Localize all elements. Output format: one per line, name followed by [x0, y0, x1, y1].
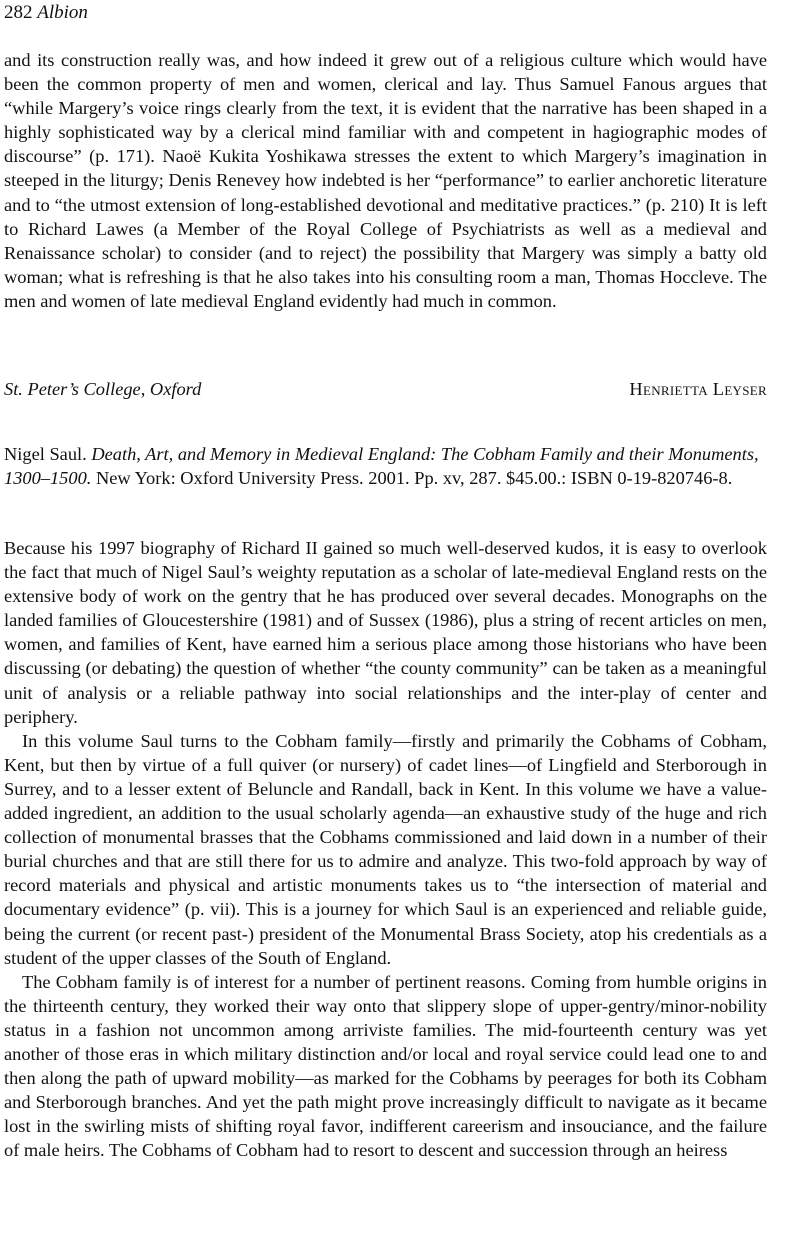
reviewer-signature: [4, 377, 767, 401]
book-citation: [4, 442, 767, 491]
page-number: 282: [4, 2, 33, 23]
book-publication: New York: Oxford University Press. 2001. Pp. xv, 287. $45.00.: ISBN 0-19-820746-8.: [95, 468, 733, 489]
journal-title: Albion: [37, 2, 88, 23]
book-title: Death, Art, and Memory in Medieval England: The Cobham Family and their Monuments, 1300–1500.: [4, 444, 759, 489]
reviewer-institution: St. Peter’s College, Oxford: [4, 379, 202, 399]
review-body: [4, 536, 767, 1162]
previous-review-conclusion: [4, 48, 767, 313]
previous-review-paragraph: and its construction really was, and how indeed it grew out of a religious culture which would have been the common property of men and women, clerical and lay. Thus Samuel Fanous argues that “while Margery’s voice rings clearly from the text, it is evident that the narrative has been shaped in a highly sophisticated way by a clerical mind familiar with and competent in hagiographic modes of discourse” (p. 171). Naoë Kukita Yoshikawa stresses the extent to which Margery’s imagination in steeped in the liturgy; Denis Renevey how indebted is her “performance” to earlier anchoretic literature and to “the utmost extension of long-established devotional and meditative practices.” (p. 210) It is left to Richard Lawes (a Member of the Royal College of Psychiatrists as well as a medieval and Renaissance scholar) to consider (and to reject) the possibility that Margery was simply a batty old woman; what is refreshing is that he also takes into his consulting room a man, Thomas Hoccleve. The men and women of late medieval England evidently had much in common.: [4, 50, 767, 311]
review-paragraph-3: The Cobham family is of interest for a number of pertinent reasons. Coming from humble origins in the thirteenth century, they worked their way onto that slippery slope of upper-gentry/minor-nobility status in a fashion not uncommon among arriviste families. The mid-fourteenth century was yet another of those eras in which military distinction and/or local and royal service could lead one to and then along the path of upward mobility—as marked for the Cobhams by peerages for both its Cobham and Sterborough branches. And yet the path might prove increasingly difficult to navigate as it became lost in the swirling mists of shifting royal favor, indifferent careerism and insouciance, and the failure of male heirs. The Cobhams of Cobham had to resort to descent and succession through an heiress: [4, 971, 767, 1161]
running-head: [4, 2, 88, 24]
review-paragraph-2: In this volume Saul turns to the Cobham family—firstly and primarily the Cobhams of Cobham, Kent, but then by virtue of a full quiver (or nursery) of cadet lines—of Lingfield and Sterborough in Surrey, and to a lesser extent of Beluncle and Randall, back in Kent. In this volume we have a value-added ingredient, an addition to the usual scholarly agenda—an exhaustive study of the huge and rich collection of monumental brasses that the Cobhams commissioned and laid down in a number of their burial churches and that are still there for us to admire and analyze. This two-fold approach by way of record materials and physical and artistic monuments takes us to “the intersection of material and documentary evidence” (p. vii). This is a journey for which Saul is an experienced and reliable guide, being the current (or recent past-) president of the Monumental Brass Society, atop his credentials as a student of the upper classes of the South of England.: [4, 730, 767, 968]
review-paragraph-1: Because his 1997 biography of Richard II gained so much well-deserved kudos, it is easy to overlook the fact that much of Nigel Saul’s weighty reputation as a scholar of late-medieval England rests on the extensive body of work on the gentry that he has produced over several decades. Monographs on the landed families of Gloucestershire (1981) and of Sussex (1986), plus a string of recent articles on men, women, and families of Kent, have earned him a serious place among those historians who have been discussing (or debating) the question of whether “the county community” can be taken as a meaningful unit of analysis or a reliable pathway into social relationships and the inter-play of center and periphery.: [4, 538, 767, 727]
book-author: Nigel Saul.: [4, 444, 87, 464]
reviewer-name: Henrietta Leyser: [629, 379, 767, 399]
